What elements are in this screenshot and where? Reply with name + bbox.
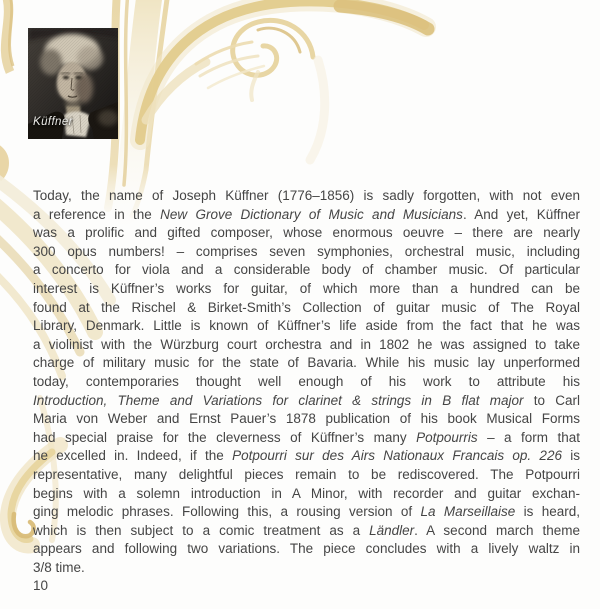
text-line: begins with a solemn introduction in A Minor, with recorder and guitar exchan- (33, 485, 580, 501)
text-line: he excelled in. Indeed, if the Potpourri sur des Airs Nationaux Francais op. 226 is (33, 448, 581, 464)
text-line: today, contemporaries thought well enough of his work to attribute his (33, 373, 580, 389)
text-line: Introduction, Theme and Variations for clarinet & strings in B flat major to Carl (33, 392, 580, 408)
text-line: found at the Rischel & Birket-Smith’s Collection of guitar music of The Royal (33, 299, 580, 315)
text-line: 3/8 time. (33, 559, 85, 575)
text-line: Library, Denmark. Little is known of Küffner’s life aside from the fact that he was (33, 318, 580, 334)
text-line: Maria von Weber and Ernst Pauer’s 1878 publication of his book Musical Forms (33, 411, 580, 427)
text-line: representative, many delightful pieces remain to be rediscovered. The Potpourri (33, 466, 580, 482)
text-line: was a prolific and gifted composer, whose enormous oeuvre – there are nearly (33, 225, 580, 241)
text-line: ging melodic phrases. Following this, a rousing version of La Marseillaise is heard, (33, 504, 580, 520)
text-line: a concerto for viola and a considerable body of chamber music. Of particular (33, 262, 580, 278)
text-line: 300 opus numbers! – comprises seven symphonies, orchestral music, including (33, 243, 580, 259)
text-line: appears and following two variations. The piece concludes with a lively waltz in (33, 541, 580, 557)
kuffner-portrait (28, 28, 118, 139)
page-number: 10 (33, 578, 49, 593)
text-line: which is then subject to a comic treatment as a Ländler. A second march theme (33, 522, 580, 538)
text-line: had special praise for the cleverness of Küffner’s many Potpourris – a form that (33, 429, 580, 445)
portrait-caption: Küffner (33, 116, 73, 128)
text-line: charge of military music for the state of Bavaria. While his music lay unperformed (33, 355, 580, 371)
liner-notes (33, 187, 580, 577)
text-line: interest is Küffner’s works for guitar, of which more than a hundred can be (33, 280, 580, 296)
text-line: Today, the name of Joseph Küffner (1776–1856) is sadly forgotten, with not even (33, 188, 580, 203)
text-line: a reference in the New Grove Dictionary of Music and Musicians. And yet, Küffner (33, 206, 580, 222)
text-line: a violinist with the Würzburg court orchestra and in 1802 he was assigned to take (33, 336, 580, 352)
